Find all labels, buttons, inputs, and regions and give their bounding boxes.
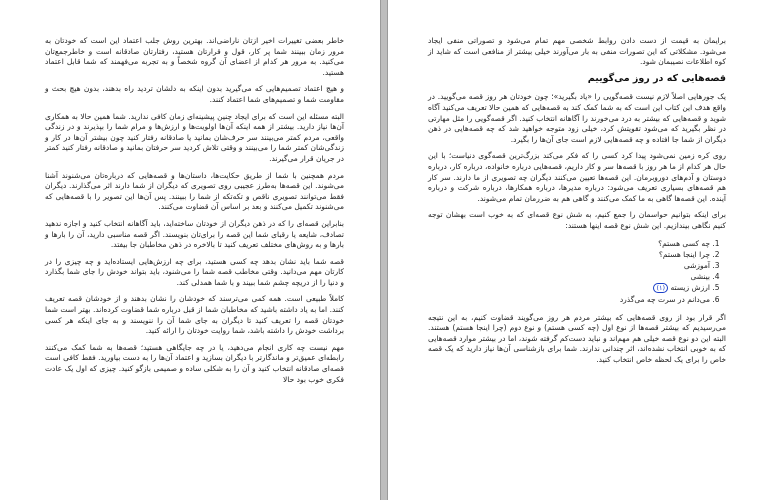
paragraph: روی کره زمین نمی‌شود پیدا کرد کسی را که فکر می‌کند بزرگ‌ترین قصه‌گوی دنیاست؛ با این حال هر کدام از ما هر روز با قصه‌ها سر و کار داریم، قصه‌هایی درباره خانواده، درباره کار، درباره دوستان و آدم‌های دوروبرمان. این قصه‌ها تعیین می‌کنند دیگران چه تصویری از ما دارند. سر کار هم قصه‌های بسیاری تعریف می‌شود: درباره مدیرها، درباره همکارها، درباره شرکت و درباره آینده. این قصه‌ها گاهی به ما کمک می‌کنند و گاهی هم به ضررمان تمام می‌شوند. [428,151,726,203]
story-types-list [428,238,726,305]
list-item: 4. بینشی [428,271,710,282]
paragraph: مهم نیست چه کاری انجام می‌دهید، یا در چه جایگاهی هستید؛ قصه‌ها به شما کمک می‌کنند رابطه‌ای عمیق‌تر و ماندگارتر با دیگران بسازید و اعتماد آن‌ها را به دست بیاورید. فقط کافی است قصه‌ای صادقانه انتخاب کنید و آن را به شکلی ساده و صمیمی بازگو کنید. چیزی که اول یک عادت فکری خوب بود حالا [45,342,344,384]
page-right-text [428,36,726,371]
paragraph: بنابراین قصه‌ای را که در ذهن دیگران از خودتان ساخته‌اید، باید آگاهانه انتخاب کنید و اجازه ندهید تصادف، شایعه یا رقبای شما این قصه را برای‌تان بنویسند. اگر قصه مناسبی دارید، آن را بارها و بارها و به روش‌های مختلف تعریف کنید تا بالاخره در ذهن مخاطبان جا بیفتد. [45,218,344,250]
list-item-with-citation [428,282,710,294]
section-heading: قصه‌هایی که در روز می‌گوییم [587,72,726,84]
page-left-text [45,36,344,391]
list-item-label: ارزش زیسته [670,282,710,292]
paragraph: البته مسئله این است که برای ایجاد چنین پیشینه‌ای زمان کافی ندارید. شما همین حالا به همکاری آن‌ها نیاز دارید. بیشتر از همه اینکه آن‌ها اولویت‌ها و ارزش‌ها و مرام شما را بپذیرند و در زندگی واقعی، مردم کمتر می‌بینند سر حرف‌شان بمانید یا صادقانه رفتار کنید چون بیشتر آن‌ها در کار و زندگی‌شان کمتر شما را می‌بینند و وقتی تلاش کردید سر حرفتان بمانید و صادقانه رفتار کنید کمتر در جریان قرار می‌گیرند. [45,111,344,163]
paragraph: مردم همچنین با شما از طریق حکایت‌ها، داستان‌ها و قصه‌هایی که درباره‌تان می‌شنوند آشنا می‌شوند. این قصه‌ها به‌طرز عجیبی روی تصویری که دیگران از شما دارند اثر می‌گذارند. دیگران فقط می‌توانند تصویری ناقص و تکه‌تکه از شما را ببینند. پس آن‌ها این تصویر را با قصه‌هایی که می‌شنوند تکمیل می‌کنند و بعد بر اساس آن قضاوت می‌کنند. [45,170,344,212]
paragraph: برای اینکه بتوانیم حواسمان را جمع کنیم، به شش نوع قصه‌ای که به خوب است بهشان توجه کنیم نگاهی بیندازیم. این شش نوع قصه اینها هستند: [428,210,726,230]
list-item: 3. آموزشی [428,260,710,271]
citation-mark[interactable]: (۱) [653,283,668,293]
list-item: 6. می‌دانم در سرت چه می‌گذرد [428,294,710,305]
paragraph: قصه شما باید نشان بدهد چه کسی هستید، برای چه ارزش‌هایی ایستاده‌اید و چه چیزی را در کارتان مهم می‌دانید. وقتی مخاطب قصه شما را می‌شنود، باید بتواند خودش را جای شما بگذارد و دنیا را از دریچه چشم شما ببیند و با شما همدلی کند. [45,256,344,287]
page-right [387,0,768,500]
paragraph: خاطر بعضی تغییرات اخیر ازتان ناراضی‌اند. بهترین روش جلب اعتماد این است که خودتان به مرور زمان ببینند شما پر کار، قول و قرارتان هستید، رفتارتان صادقانه است و خاطرجمع‌تان می‌کنید. به مرور هر کدام از اعضای آن گروه شخصاً و به تجربه می‌فهمند که شما قابل اعتماد هستید. [45,36,344,77]
list-item: 1. چه کسی هستم؟ [428,238,710,249]
paragraph: یک جورهایی اصلاً لازم نیست قصه‌گویی را «یاد بگیرید»؛ چون خودتان هر روز قصه می‌گویید. در واقع هدف این کتاب این است که به شما کمک کند به قصه‌هایی که همین حالا تعریف می‌کنید آگاه شوید و قصه‌هایی که بیشتر به درد می‌خورند را آگاهانه انتخاب کنید. اگر قصه‌گویی را مثل مهارتی در نظر بگیرید که می‌شود تقویتش کرد، خیلی زود متوجه خواهید شد که چه قصه‌هایی در ذهن دیگران از شما جا افتاده و چه قصه‌هایی لازم است جای آن‌ها را بگیرد. [428,92,726,144]
intro-paragraph: برایمان به قیمت از دست دادن روابط شخصی مهم تمام می‌شود و تصوراتی منفی ایجاد می‌شود. مشکلاتی که این تصورات منفی به بار می‌آورند خیلی بیشتر از منافعی است که شاید از کوه اطلاعات نصیبمان شود. [428,36,726,67]
page-left [0,0,381,500]
paragraph: و هیچ اعتماد تصمیم‌هایی که می‌گیرید بدون اینکه به دلشان تردید راه بدهند، بدون هیچ بحث و مقاومت شما و تصمیم‌های شما اعتماد کنند. [45,84,344,104]
list-item: 2. چرا اینجا هستم؟ [428,249,710,260]
closing-paragraph: اگر قرار بود از روی قصه‌هایی که بیشتر مردم هر روز می‌گویند قضاوت کنیم، به این نتیجه می‌رسیدیم که بیشتر قصه‌ها از نوع اول (چه کسی هستم) و نوع دوم (چرا اینجا هستم) هستند. البته این دو نوع قصه خیلی هم مهم‌اند و نباید دست‌کم گرفته شوند، اما در بیشتر موارد قصه‌هایی که به خوبی انتخاب نشده‌اند، اثر چندانی ندارند. شما برای بازشناسی آن‌ها نیاز دارید که یک قصه خاص را برای یک لحظه خاص انتخاب کنید. [428,312,726,364]
paragraph: کاملاً طبیعی است. همه کمی می‌ترسند که خودشان را نشان بدهند و از خودشان قصه تعریف کنند. اما به یاد داشته باشید که مخاطبان شما از قبل درباره شما قضاوت کرده‌اند. بهتر است شما خودتان قصه را تعریف کنید تا دیگران به جای شما آن را ننویسند و به جای اینکه هر کسی برداشت خودش را داشته باشد، شما روایت خودتان را ارائه کنید. [45,294,344,336]
